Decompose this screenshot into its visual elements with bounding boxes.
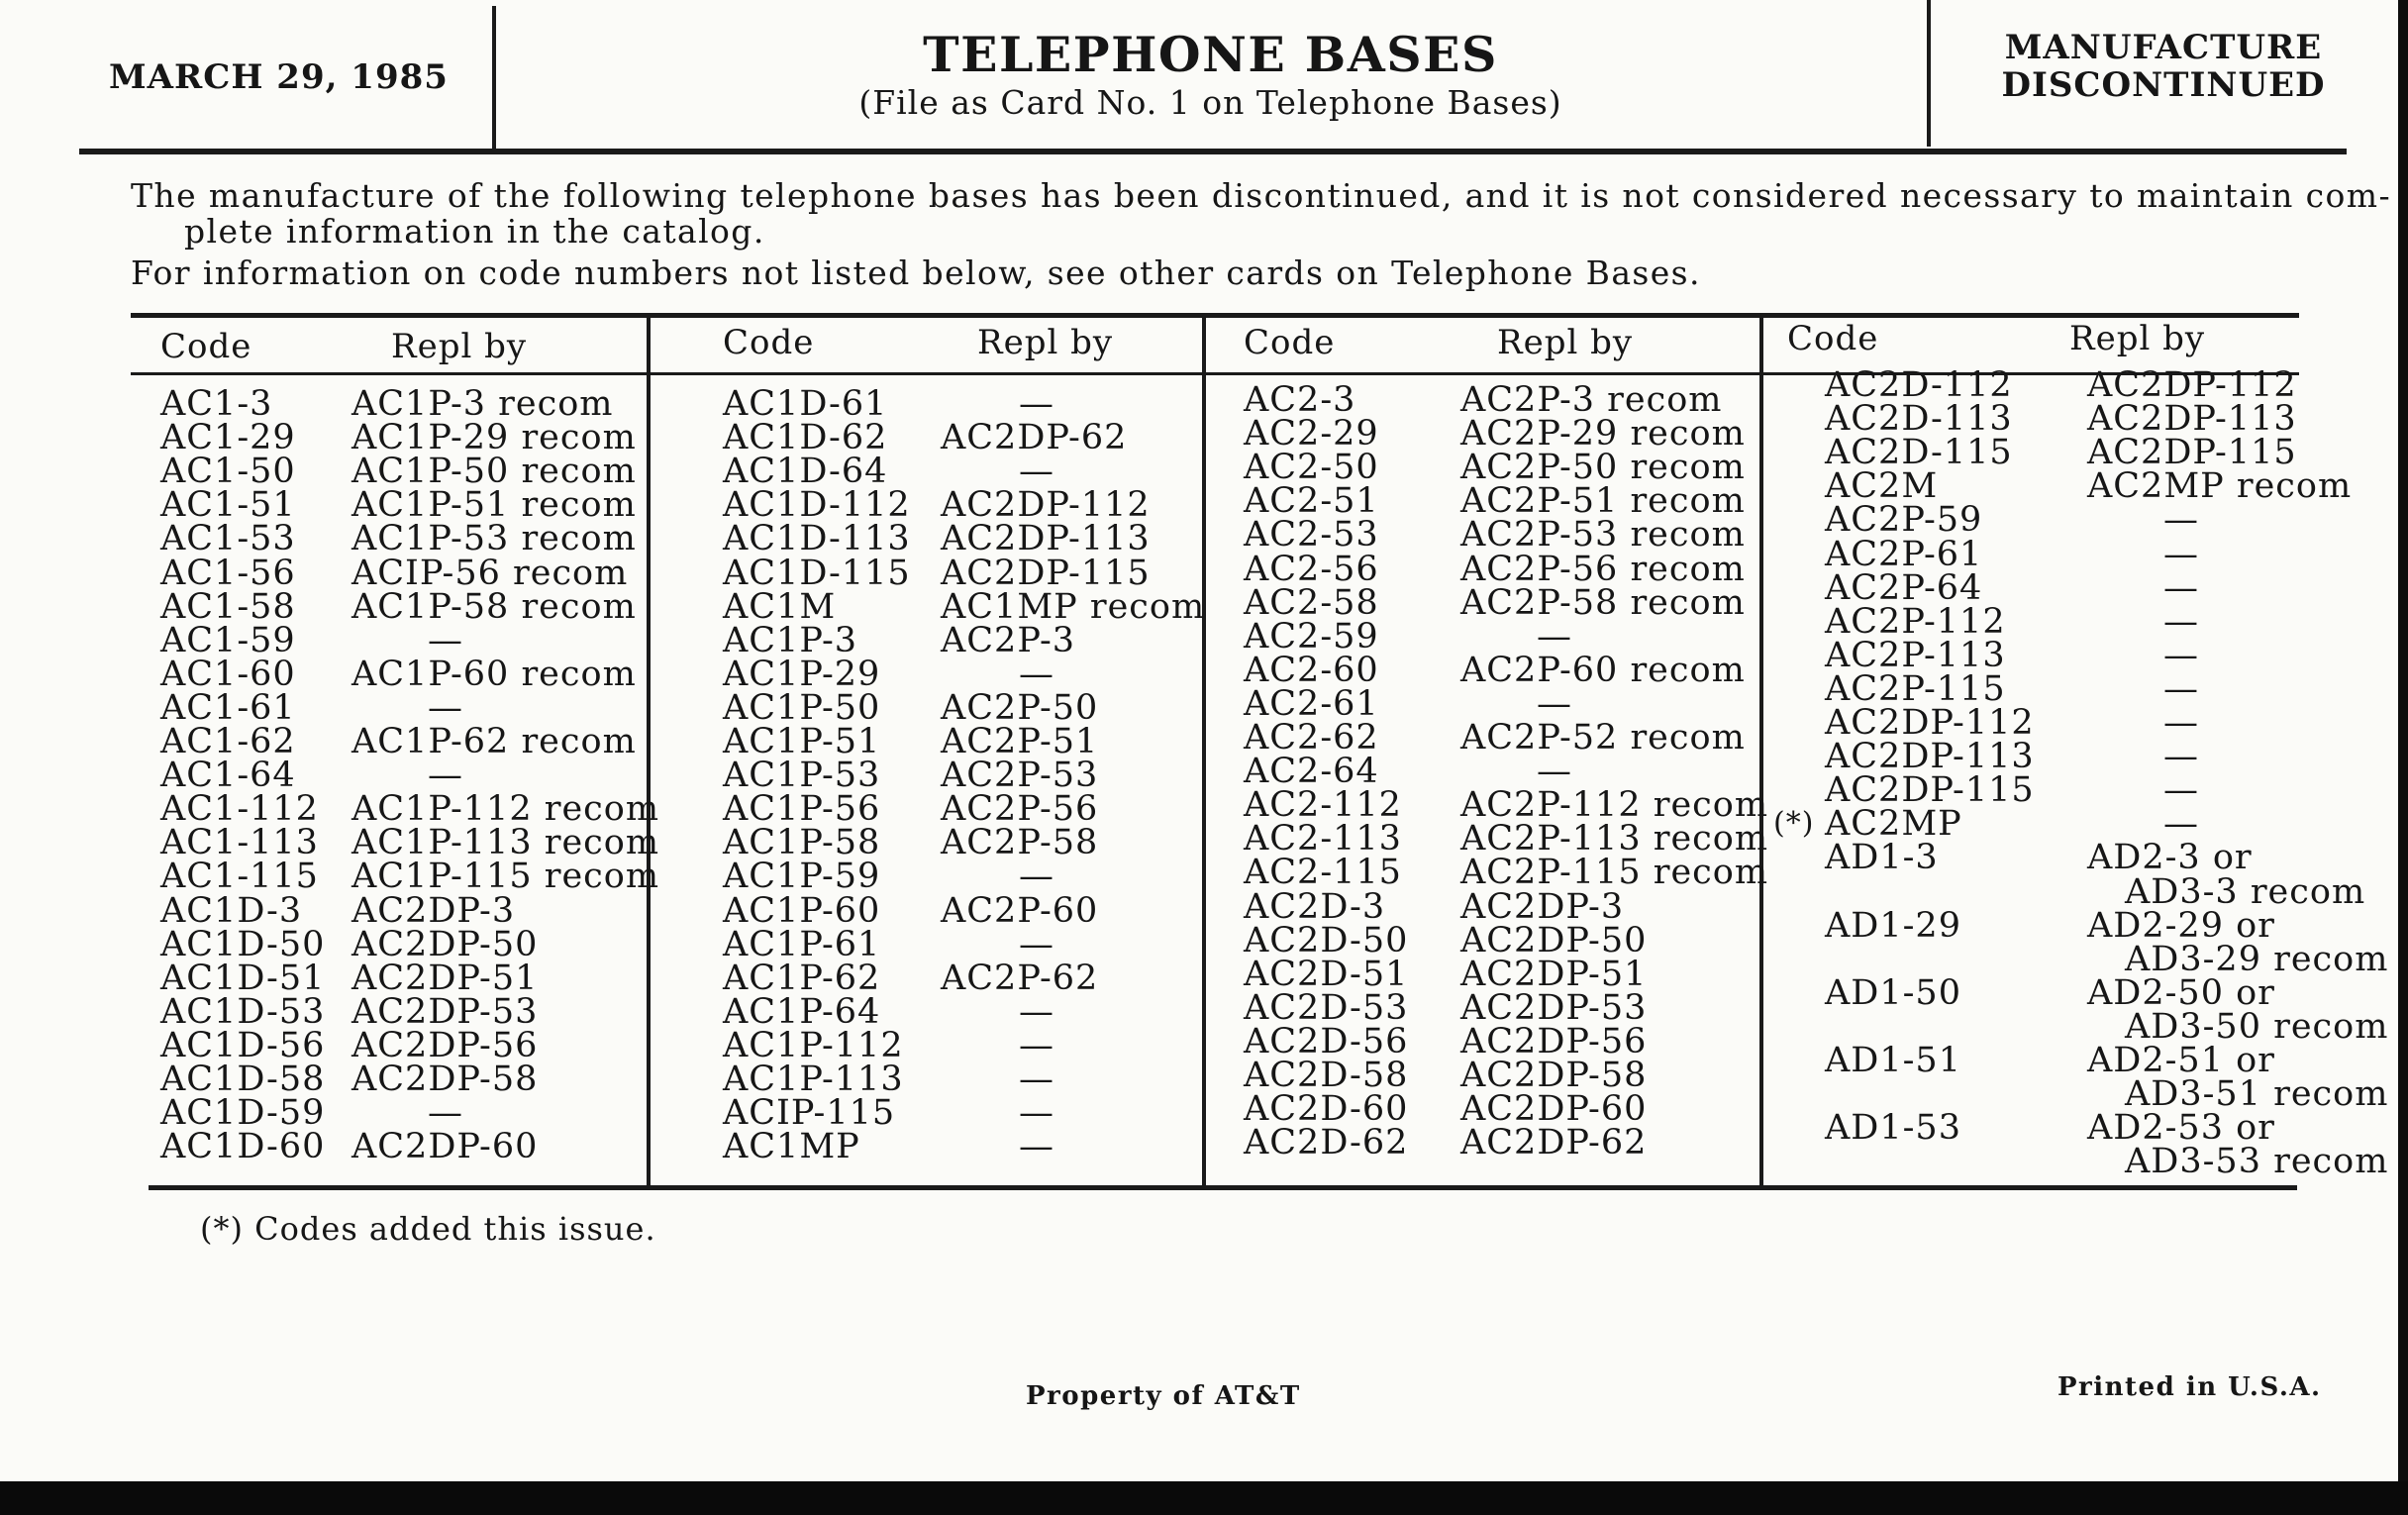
code-cell: AC1P-59 [723,857,881,897]
replacement-cell: — [1019,452,1054,492]
code-cell: AC2DP-112 [1825,703,2035,743]
replacement-cell: — [1019,1093,1054,1134]
code-cell: AC2-112 [1244,785,1402,826]
replacement-cell: AC2DP-50 [351,924,539,964]
code-cell: AC2-61 [1244,683,1379,724]
replacement-cell: — [1019,654,1054,694]
replacement-cell: AC2DP-3 [1460,886,1625,927]
replacement-cell-cont: AD3-53 recom [2125,1142,2389,1182]
replacement-cell: — [1537,616,1572,656]
code-cell: AC2P-115 [1825,668,2006,709]
code-cell: AC1P-58 [723,823,881,863]
replacement-cell: — [2163,703,2199,743]
replacement-cell: AC2P-53 recom [1460,515,1746,556]
replacement-cell: — [2163,500,2199,541]
replacement-cell: AC2P-62 [941,958,1099,998]
replacement-cell: AC2P-56 recom [1460,549,1746,589]
intro-line-1: The manufacture of the following telephone bases has been discontinued, and it is not considered necessary to maintain com- [131,176,2392,215]
code-cell: AC1-51 [160,485,296,526]
code-cell: AC1D-115 [723,553,911,593]
code-cell: AC1-61 [160,687,296,728]
code-cell: AC2D-51 [1244,954,1409,994]
replacement-cell: — [2163,804,2199,845]
code-cell: AC1D-60 [160,1127,326,1167]
replacement-cell: AC2DP-58 [351,1060,539,1099]
replacement-cell: AC2DP-62 [941,418,1128,458]
column-header-repl: Repl by [1497,323,1634,362]
code-cell: AC1D-113 [723,519,911,559]
replacement-cell: AC2P-50 [941,687,1099,728]
code-cell: AC2-50 [1244,448,1379,488]
code-cell: AC1-3 [160,384,273,424]
column-header-repl: Repl by [2069,319,2206,358]
column-header-code: Code [723,323,815,362]
replacement-cell: AC1P-29 recom [351,418,637,458]
status-label-line2: DISCONTINUED [2001,65,2326,105]
column-header-repl: Repl by [391,327,528,366]
scan-edge [0,1481,2408,1515]
code-cell: AC1-112 [160,789,319,830]
code-cell: AC1P-53 [723,756,881,796]
code-cell: AC2DP-113 [1825,737,2035,777]
replacement-cell: — [1019,1025,1054,1065]
code-cell: AC2-62 [1244,718,1379,758]
code-cell: ACIP-115 [723,1093,896,1134]
replacement-cell: AC2P-29 recom [1460,414,1746,454]
replacement-cell: AC1P-3 recom [351,384,614,424]
code-cell: AC2-59 [1244,616,1379,656]
code-cell: AC2D-115 [1825,433,2013,473]
code-cell: AC1D-53 [160,991,326,1032]
replacement-cell: — [428,620,463,660]
column-header-code: Code [1244,323,1336,362]
replacement-cell-cont: AD3-50 recom [2125,1006,2389,1047]
code-cell: AC2MP [1825,804,1962,845]
replacement-cell: AC2P-52 recom [1460,718,1746,758]
replacement-cell: — [1019,1060,1054,1099]
code-cell: AC1P-29 [723,654,881,694]
code-cell: AC2-56 [1244,549,1379,589]
code-cell: AC1D-56 [160,1025,326,1065]
replacement-cell: AC2DP-112 [2087,365,2297,405]
replacement-cell: AC2P-3 recom [1460,380,1723,420]
replacement-cell: AC2P-112 recom [1460,785,1769,826]
replacement-cell: — [428,756,463,796]
replacement-cell: — [428,1093,463,1134]
code-cell: AC1P-60 [723,890,881,931]
status-label-line1: MANUFACTURE [2004,28,2323,67]
issue-date: MARCH 29, 1985 [109,57,449,97]
replacement-cell: — [1019,384,1054,424]
replacement-cell: AC1P-60 recom [351,654,637,694]
code-cell: AC2M [1825,466,1939,507]
code-cell: AC1P-61 [723,924,881,964]
table-col-divider-3 [1759,315,1763,1190]
replacement-cell-cont: AD3-3 recom [2125,871,2366,912]
code-cell: AC1D-61 [723,384,888,424]
replacement-cell: AC2P-3 [941,620,1076,660]
replacement-cell: AC2P-115 recom [1460,853,1769,893]
replacement-cell: AC2P-51 recom [1460,481,1746,522]
replacement-cell: AC2DP-112 [941,485,1151,526]
replacement-cell: AC2DP-115 [941,553,1151,593]
code-cell: AC1D-64 [723,452,888,492]
code-cell: AC2P-112 [1825,601,2006,642]
replacement-cell: AC2P-60 [941,890,1099,931]
code-cell: AC2-3 [1244,380,1356,420]
code-cell: AC1-115 [160,857,319,897]
code-cell: AD1-29 [1825,905,1961,946]
code-cell: AC1P-113 [723,1060,904,1099]
replacement-cell: AC2P-58 [941,823,1099,863]
code-cell: AC2P-59 [1825,500,1983,541]
replacement-cell: AD2-3 or [2087,838,2253,878]
code-cell: AC2-51 [1244,481,1379,522]
replacement-cell: — [2163,668,2199,709]
code-cell: AD1-50 [1825,972,1961,1013]
table-top-rule [131,313,2299,318]
code-cell: AC2P-61 [1825,534,1983,574]
table-col-divider-1 [647,315,651,1190]
header-divider-right [1927,0,1931,147]
property-notice: Property of AT&T [1026,1381,1301,1411]
code-cell: AC2D-112 [1825,365,2013,405]
replacement-cell: AC2DP-113 [941,519,1151,559]
replacement-cell: AC1P-58 recom [351,586,637,627]
new-code-marker: (*) [1773,806,1815,842]
replacement-cell: AC2DP-56 [351,1025,539,1065]
replacement-cell: — [1019,924,1054,964]
replacement-cell: — [1537,752,1572,792]
column-header-code: Code [1787,319,1879,358]
intro-line-2: For information on code numbers not listed below, see other cards on Telephone Bases. [131,253,1701,292]
replacement-cell: AC2DP-50 [1460,920,1648,960]
footnote: (*) Codes added this issue. [200,1210,656,1248]
code-cell: AC1-58 [160,586,296,627]
page-title: TELEPHONE BASES [923,26,1498,83]
replacement-cell: AC2P-60 recom [1460,650,1746,690]
replacement-cell: — [1537,683,1572,724]
replacement-cell: AD2-29 or [2087,905,2275,946]
table-bottom-rule [149,1185,2297,1190]
code-cell: AC1P-64 [723,991,881,1032]
replacement-cell: AC2DP-62 [1460,1123,1648,1163]
replacement-cell: ACIP-56 recom [351,553,629,593]
code-cell: AC1-53 [160,519,296,559]
replacement-cell: AD2-50 or [2087,972,2275,1013]
replacement-cell: AC1P-50 recom [351,452,637,492]
replacement-cell: AC1P-53 recom [351,519,637,559]
code-cell: AC2-113 [1244,819,1402,859]
code-cell: AC2-29 [1244,414,1379,454]
replacement-cell: AC2DP-60 [351,1127,539,1167]
code-cell: AC1D-51 [160,958,326,998]
code-cell: AC2D-113 [1825,399,2013,440]
code-cell: AC1-113 [160,823,319,863]
code-cell: AC1D-62 [723,418,888,458]
replacement-cell: AC1P-112 recom [351,789,660,830]
code-cell: AC2P-64 [1825,567,1983,608]
code-cell: AC1P-56 [723,789,881,830]
code-cell: AC2-60 [1244,650,1379,690]
replacement-cell: AC2DP-113 [2087,399,2297,440]
replacement-cell: — [1019,991,1054,1032]
code-cell: AC1D-112 [723,485,911,526]
header-bottom-rule [79,149,2347,154]
replacement-cell: AC1P-113 recom [351,823,660,863]
code-cell: AC2D-53 [1244,987,1409,1028]
replacement-cell: AC2DP-51 [351,958,539,998]
code-cell: AC2D-3 [1244,886,1386,927]
column-header-code: Code [160,327,252,366]
replacement-cell-cont: AD3-51 recom [2125,1074,2389,1115]
replacement-cell: — [1019,1127,1054,1167]
code-cell: AC2P-113 [1825,635,2006,675]
replacement-cell: AC2DP-51 [1460,954,1648,994]
code-cell: AC1D-59 [160,1093,326,1134]
page-subtitle: (File as Card No. 1 on Telephone Bases) [858,83,1562,122]
replacement-cell: AC2P-53 [941,756,1099,796]
code-cell: AC1D-3 [160,890,303,931]
code-cell: AC2D-60 [1244,1089,1409,1130]
code-cell: AC1P-51 [723,722,881,761]
replacement-cell: — [2163,567,2199,608]
code-cell: AC1P-62 [723,958,881,998]
code-cell: AC1P-50 [723,687,881,728]
code-cell: AD1-51 [1825,1041,1961,1080]
replacement-cell: AC2DP-53 [1460,987,1648,1028]
replacement-cell: AC2DP-60 [1460,1089,1648,1130]
replacement-cell: — [2163,770,2199,811]
code-cell: AC2DP-115 [1825,770,2035,811]
replacement-cell: — [1019,857,1054,897]
table-col-divider-2 [1202,315,1206,1190]
replacement-cell: AC2DP-58 [1460,1056,1648,1095]
code-cell: AC1-62 [160,722,296,761]
code-cell: AC1-60 [160,654,296,694]
replacement-cell: AC2P-56 [941,789,1099,830]
replacement-cell: AC1P-115 recom [351,857,660,897]
replacement-cell: — [2163,635,2199,675]
intro-line-1-cont: plete information in the catalog. [184,212,765,251]
replacement-cell: AC2P-50 recom [1460,448,1746,488]
code-cell: AC1-56 [160,553,296,593]
code-cell: AC2-64 [1244,752,1379,792]
replacement-cell: AC1MP recom [941,586,1206,627]
replacement-cell: AC2DP-53 [351,991,539,1032]
replacement-cell: — [2163,601,2199,642]
replacement-cell: AC1P-51 recom [351,485,637,526]
code-cell: AC1-50 [160,452,296,492]
code-cell: AC2-58 [1244,582,1379,623]
replacement-cell: — [2163,534,2199,574]
replacement-cell: AC2MP recom [2087,466,2353,507]
code-cell: AC2D-50 [1244,920,1409,960]
replacement-cell-cont: AD3-29 recom [2125,939,2389,979]
replacement-cell: AD2-51 or [2087,1041,2275,1080]
replacement-cell: — [428,687,463,728]
replacement-cell: AC1P-62 recom [351,722,637,761]
replacement-cell: AC2P-58 recom [1460,582,1746,623]
code-cell: AD1-53 [1825,1108,1961,1149]
code-cell: AC1D-50 [160,924,326,964]
code-cell: AC1MP [723,1127,860,1167]
replacement-cell: AC2P-113 recom [1460,819,1769,859]
code-cell: AC2D-56 [1244,1021,1409,1061]
replacement-cell: AC2P-51 [941,722,1099,761]
replacement-cell: AC2DP-3 [351,890,516,931]
code-cell: AC2D-62 [1244,1123,1409,1163]
code-cell: AC1D-58 [160,1060,326,1099]
code-cell: AC2D-58 [1244,1056,1409,1095]
code-cell: AC1-59 [160,620,296,660]
code-cell: AC2-115 [1244,853,1402,893]
replacement-cell: AC2DP-56 [1460,1021,1648,1061]
code-cell: AC1-29 [160,418,296,458]
replacement-cell: — [2163,737,2199,777]
code-cell: AC1-64 [160,756,296,796]
printed-notice: Printed in U.S.A. [2057,1372,2322,1402]
code-cell: AC2-53 [1244,515,1379,556]
code-cell: AC1P-112 [723,1025,904,1065]
code-cell: AD1-3 [1825,838,1939,878]
replacement-cell: AD2-53 or [2087,1108,2275,1149]
replacement-cell: AC2DP-115 [2087,433,2297,473]
column-header-repl: Repl by [977,323,1114,362]
code-cell: AC1M [723,586,837,627]
code-cell: AC1P-3 [723,620,858,660]
